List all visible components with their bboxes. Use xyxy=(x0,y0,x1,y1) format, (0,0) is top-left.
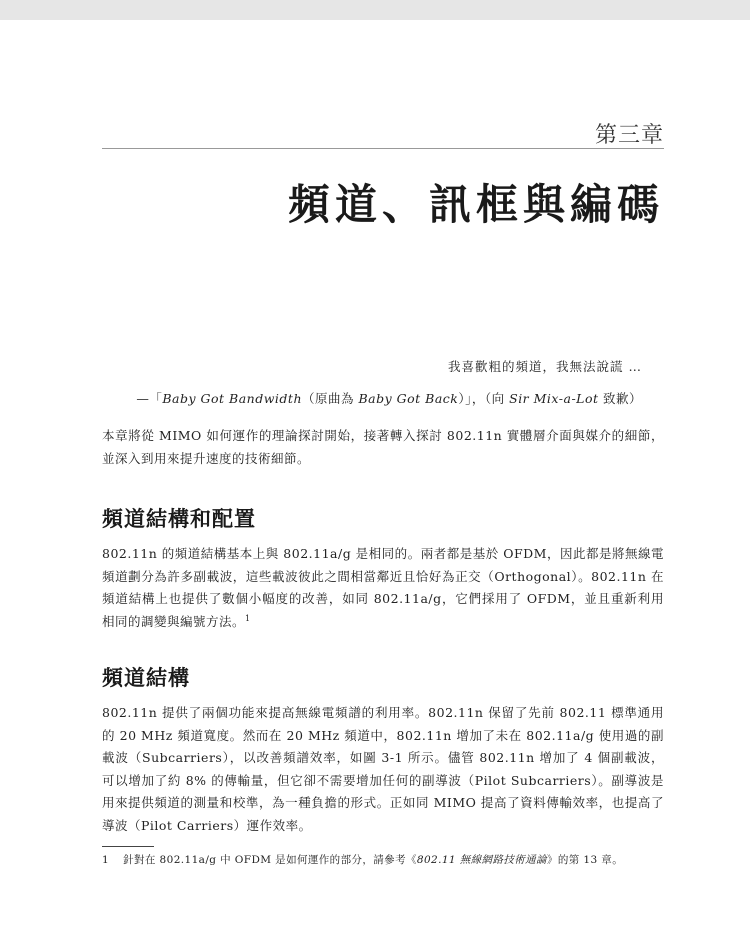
chapter-label: 第三章 xyxy=(594,123,664,148)
chapter-rule xyxy=(102,148,664,149)
footnote-ref[interactable]: 1 xyxy=(245,613,251,623)
footnote-rule xyxy=(102,846,154,847)
epigraph-lyric: 我喜歡粗的頻道，我無法說謊 … xyxy=(448,359,642,374)
chapter-title: 頻道、訊框與編碼 xyxy=(287,180,664,229)
epigraph-attribution: —「Baby Got Bandwidth（原曲為 Baby Got Back）」，（向 Sir Mix-a-Lot 致歉） xyxy=(136,391,642,406)
footnote: 1 針對在 802.11a/g 中 OFDM 是如何運作的部分，請參考《802.11 無線網路技術通論》的第 13 章。 xyxy=(102,854,624,866)
section-heading-channel-structure: 頻道結構 xyxy=(102,666,190,690)
section1-paragraph: 802.11n 的頻道結構基本上與 802.11a/g 是相同的。兩者都是基於 OFDM，因此都是將無線電頻道劃分為許多副載波，這些載波彼此之間相當鄰近且恰好為正交（Orthogonal）。802.11n 在頻道結構上也提供了數個小幅度的改善，如同 802.11a/g，它們採用了 OFDM，並且重新利用相同的調變與編號方法。$^1$ xyxy=(102,546,664,629)
top-strip xyxy=(0,0,750,20)
section2-paragraph: 802.11n 提供了兩個功能來提高無線電頻譜的利用率。802.11n 保留了先前 802.11 標準通用的 20 MHz 頻道寬度。然而在 20 MHz 頻道中，802.11n 增加了未在 802.11a/g 使用過的副載波（Subcarriers），以改善頻譜效率，如圖 3-1 所示。儘管 802.11n 增加了 4 個副載波，可以增加了約 8% 的傳輸量，但它卻不需要增加任何的副導波（Pilot Subcarriers）。副導波是用來提供頻道的測量和校準，為一種負擔的形式。正如同 MIMO 提高了資料傳輸效率，也提高了導波（Pilot Carriers）運作效率。 xyxy=(102,705,664,833)
section-heading-channel-structure-config: 頻道結構和配置 xyxy=(102,507,256,531)
intro-paragraph: 本章將從 MIMO 如何運作的理論探討開始，接著轉入探討 802.11n 實體層介面與媒介的細節，並深入到用來提升速度的技術細節。 xyxy=(102,428,664,466)
